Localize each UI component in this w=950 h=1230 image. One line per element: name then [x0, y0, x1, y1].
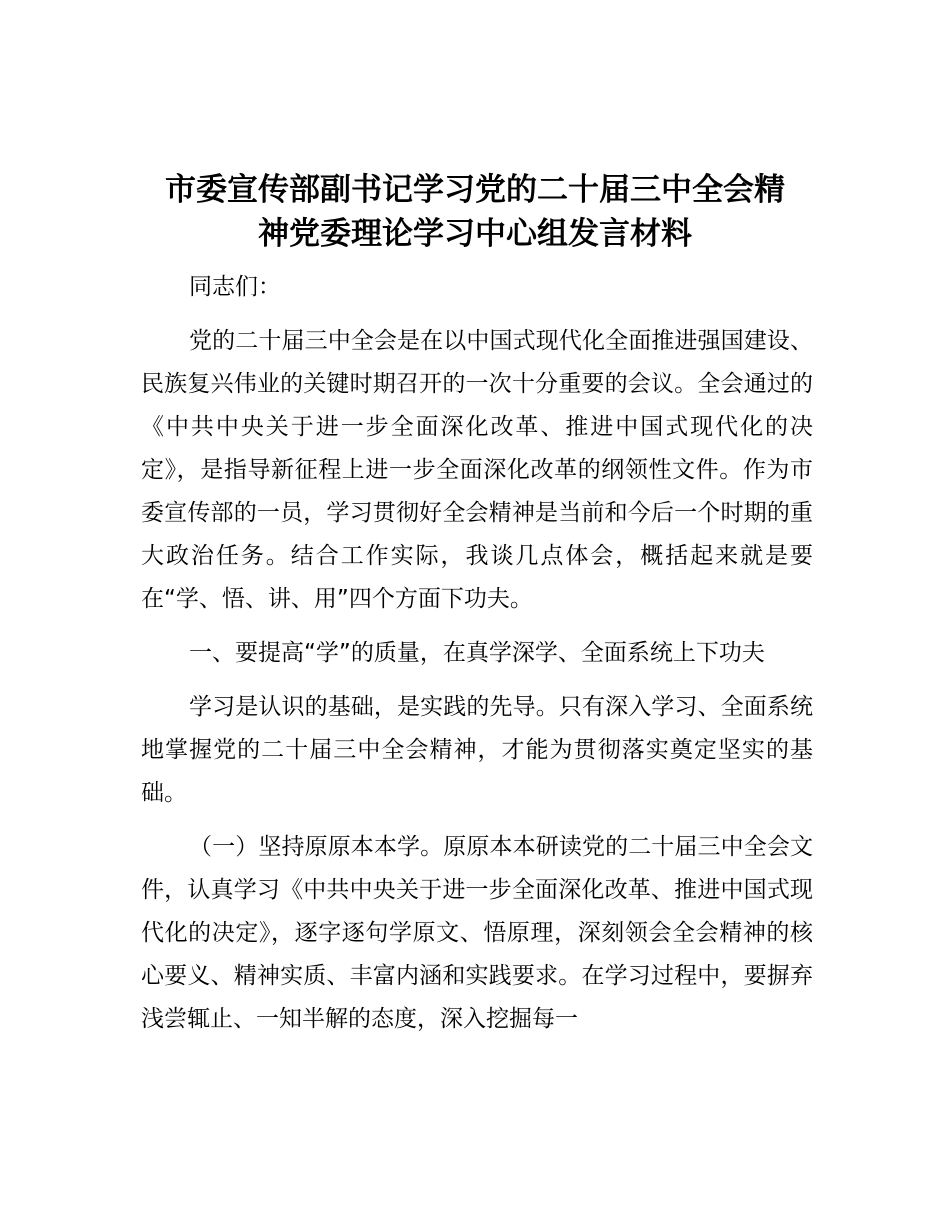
- section-heading-1: 一、要提高“学”的质量，在真学深学、全面系统上下功夫: [189, 640, 765, 666]
- title-line-1: 市委宣传部副书记学习党的二十届三中全会精: [165, 172, 785, 208]
- document-title: [100, 168, 850, 256]
- title-line-2: 神党委理论学习中心组发言材料: [258, 216, 692, 252]
- paragraph-subsection-1: （一）坚持原原本本学。原原本本研读党的二十届三中全会文件，认真学习《中共中央关于进一步全面深化改革、推进中国式现代化的决定》，逐字逐句学原文、悟原理，深刻领会全会精神的核心要义、精神实质、丰富内涵和实践要求。在学习过程中，要摒弃浅尝辄止、一知半解的态度，深入挖掘每一: [141, 834, 813, 1032]
- paragraph-intro: 党的二十届三中全会是在以中国式现代化全面推进强国建设、民族复兴伟业的关键时期召开的一次十分重要的会议。全会通过的《中共中央关于进一步全面深化改革、推进中国式现代化的决定》，是指导新征程上进一步全面深化改革的纲领性文件。作为市委宣传部的一员，学习贯彻好全会精神是当前和今后一个时期的重大政治任务。结合工作实际，我谈几点体会，概括起来就是要在“学、悟、讲、用”四个方面下功夫。: [141, 328, 813, 612]
- paragraph-study-basis: 学习是认识的基础，是实践的先导。只有深入学习、全面系统地掌握党的二十届三中全会精神，才能为贯彻落实奠定坚实的基础。: [141, 694, 813, 806]
- salutation: 同志们：: [189, 274, 281, 300]
- document-body: [141, 266, 813, 1041]
